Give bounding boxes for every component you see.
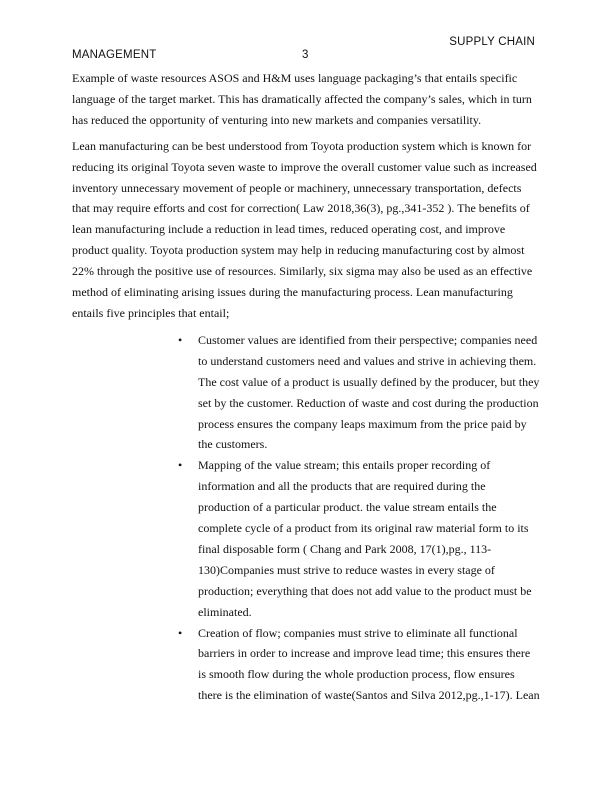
running-head-line2: MANAGEMENT — [72, 49, 157, 61]
list-item-customer-values — [178, 330, 540, 455]
list-item-text: Creation of flow; companies must strive to eliminate all functional barriers in order to increase and improve lead time; this ensures there is smooth flow during the whole production process, flow ensures there is the elimination of waste(Santos and Silva 2012,pg.,1-17). Lean — [198, 625, 540, 703]
list-item-text: Mapping of the value stream; this entails proper recording of information and all the products that are required during the production of a particular product. the value stream entails the complete cycle of a product from its original raw material form to its final disposable form ( Chang and Park 2008, 17(1),pg., 113-130)Companies must strive to reduce wastes in every stage of production; everything that does not add value to the product must be eliminated. — [198, 458, 532, 619]
list-item-value-stream — [178, 455, 540, 622]
paragraph-lean-manufacturing: Lean manufacturing can be best understood from Toyota production system which is known for reducing its original Toyota seven waste to improve the overall customer value such as increased inventory unnecessary movement of people or machinery, unnecessary transportation, defects that may require efforts and cost for correction( Law 2018,36(3), pg.,341-352 ). The benefits of lean manufacturing include a reduction in lead times, reduced operating cost, and improve product quality. Toyota production system may help in reducing manufacturing cost by almost 22% through the positive use of resources. Similarly, six sigma may also be used as an effective method of eliminating arising issues during the manufacturing process. Lean manufacturing entails five principles that entail; — [72, 138, 537, 320]
page-number: 3 — [302, 49, 309, 61]
list-item-text: Customer values are identified from their perspective; companies need to understand customers need and values and strive in achieving them. The cost value of a product is usually defined by the producer, but they set by the customer. Reduction of waste and cost during the production process ensures the company leaps maximum from the price paid by the customers. — [198, 332, 540, 452]
running-head-line1: SUPPLY CHAIN — [449, 36, 535, 48]
paragraph-waste-resources: Example of waste resources ASOS and H&M uses language packaging’s that entails specific language of the target market. This has dramatically affected the company’s sales, which in turn has reduced the opportunity of venturing into new markets and companies versatility. — [72, 71, 532, 127]
bullet-icon: • — [178, 625, 183, 640]
document-body — [72, 68, 540, 706]
principles-list — [72, 330, 540, 706]
list-item-creation-of-flow — [178, 623, 540, 707]
bullet-icon: • — [178, 458, 183, 473]
bullet-icon: • — [178, 332, 183, 347]
